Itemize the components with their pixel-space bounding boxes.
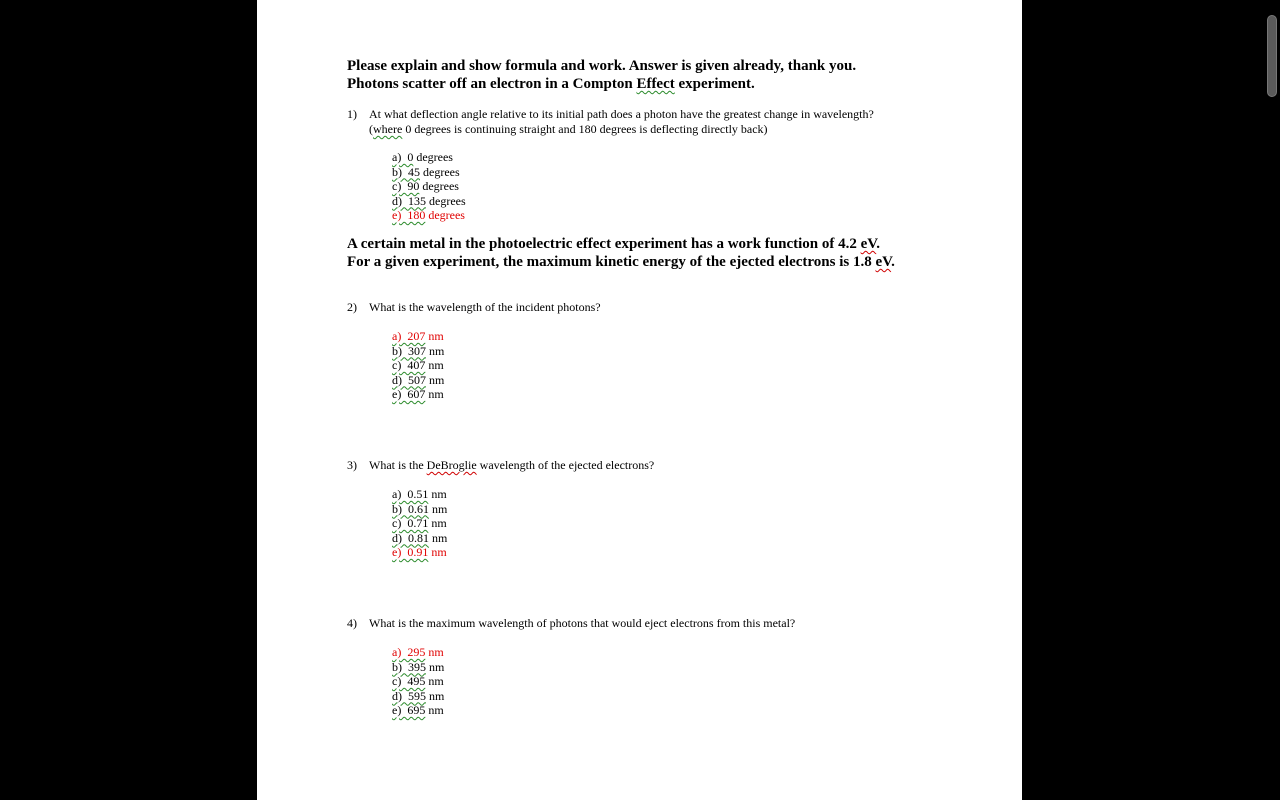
answer-option-label: c) 495 <box>392 674 426 688</box>
answer-option-correct <box>392 645 444 660</box>
answer-option-label: e) 607 <box>392 387 426 401</box>
answer-option-label: b) 307 <box>392 343 426 358</box>
answer-option-label: c) 0.71 <box>392 516 429 530</box>
answer-option-label: e) 0.91 <box>392 545 429 559</box>
answer-option-unit: degrees <box>413 150 453 164</box>
answer-options-q3 <box>392 487 447 560</box>
spellcheck-word-ev: eV <box>860 236 877 252</box>
answer-option-label: b) 45 <box>392 164 420 179</box>
answer-option <box>392 344 444 359</box>
answer-option-unit: degrees <box>419 179 459 193</box>
document-page <box>257 0 1022 800</box>
question-number: 2) <box>347 300 357 314</box>
question-number: 1) <box>347 107 357 121</box>
question-text-line-1: At what deflection angle relative to its initial path does a photon have the greatest change in wavelength? <box>369 107 874 121</box>
question-number: 3) <box>347 458 357 472</box>
intro-line-2-text: Photons scatter off an electron in a Compton <box>347 76 637 92</box>
vertical-scrollbar[interactable] <box>1265 0 1280 800</box>
intro-line-2-end: experiment. <box>674 76 755 92</box>
answer-options-q1 <box>392 150 466 223</box>
question-text: What is the wavelength of the incident photons? <box>369 300 601 314</box>
answer-option-label: d) 135 <box>392 193 426 208</box>
photoelectric-line-1-text: A certain metal in the photoelectric effect experiment has a work function of 4.2 <box>347 236 861 252</box>
question-text <box>369 458 929 473</box>
answer-option <box>392 689 444 704</box>
photoelectric-heading <box>347 235 987 271</box>
answer-option-unit: nm <box>426 343 445 358</box>
answer-option <box>392 165 466 180</box>
answer-option-label: e) 695 <box>392 703 426 717</box>
answer-option <box>392 387 444 402</box>
answer-option <box>392 150 466 165</box>
intro-line-2 <box>347 75 987 93</box>
answer-option-unit: nm <box>425 674 444 688</box>
answer-option-unit: nm <box>426 372 445 387</box>
answer-option <box>392 516 447 531</box>
answer-option-unit: nm <box>428 516 447 530</box>
answer-option-label: b) 395 <box>392 659 426 674</box>
answer-option-correct <box>392 329 444 344</box>
answer-option-label: b) 0.61 <box>392 501 429 516</box>
answer-option <box>392 703 444 718</box>
answer-option-label: a) 0 <box>392 150 414 164</box>
answer-option <box>392 358 444 373</box>
question-text-line-2-rest: 0 degrees is continuing straight and 180 degrees is deflecting directly back) <box>402 122 768 136</box>
answer-option <box>392 531 447 546</box>
intro-heading <box>347 57 987 93</box>
answer-option-unit: nm <box>428 487 447 501</box>
answer-option-unit: nm <box>426 688 445 703</box>
answer-option <box>392 194 466 209</box>
answer-option-unit: nm <box>429 501 448 516</box>
answer-option-unit: nm <box>428 545 447 559</box>
answer-option-label: d) 507 <box>392 372 426 387</box>
photoelectric-line-2 <box>347 253 987 271</box>
answer-option-correct <box>392 208 466 223</box>
answer-option <box>392 502 447 517</box>
question-text-post: wavelength of the ejected electrons? <box>476 458 655 472</box>
answer-option-unit: nm <box>425 329 444 343</box>
answer-option-label: c) 407 <box>392 358 426 372</box>
answer-options-q2 <box>392 329 444 402</box>
answer-option-unit: nm <box>425 703 444 717</box>
answer-option-correct <box>392 545 447 560</box>
answer-options-q4 <box>392 645 444 718</box>
answer-option-unit: degrees <box>425 208 465 222</box>
question-number: 4) <box>347 616 357 630</box>
answer-option <box>392 674 444 689</box>
answer-option-label: e) 180 <box>392 208 426 222</box>
intro-line-1: Please explain and show formula and work. Answer is given already, thank you. <box>347 58 857 74</box>
answer-option-label: a) 207 <box>392 329 426 343</box>
answer-option-unit: nm <box>425 358 444 372</box>
spellcheck-word-ev: eV <box>875 254 892 270</box>
answer-option-label: d) 0.81 <box>392 530 429 545</box>
answer-option-label: d) 595 <box>392 688 426 703</box>
answer-option-unit: degrees <box>426 193 466 208</box>
paren-open: ( <box>369 122 373 136</box>
answer-option-unit: nm <box>429 530 448 545</box>
answer-option-unit: degrees <box>420 164 460 179</box>
photoelectric-line-1 <box>347 235 987 253</box>
scrollbar-thumb[interactable] <box>1267 15 1277 97</box>
answer-option-label: a) 0.51 <box>392 487 429 501</box>
spellcheck-word-debroglie: DeBroglie <box>426 458 477 472</box>
answer-option-unit: nm <box>426 659 445 674</box>
answer-option <box>392 179 466 194</box>
answer-option-unit: nm <box>425 387 444 401</box>
spellcheck-word-where: where <box>373 122 403 136</box>
photoelectric-line-1-end: . <box>876 236 880 252</box>
answer-option-label: a) 295 <box>392 645 426 659</box>
question-text-line-2 <box>369 122 929 137</box>
photoelectric-line-2-text: For a given experiment, the maximum kinetic energy of the ejected electrons is 1.8 <box>347 254 876 270</box>
answer-option <box>392 487 447 502</box>
question-text <box>369 107 929 137</box>
answer-option <box>392 660 444 675</box>
answer-option-unit: nm <box>425 645 444 659</box>
question-text: What is the maximum wavelength of photons that would eject electrons from this metal? <box>369 616 796 630</box>
answer-option <box>392 373 444 388</box>
photoelectric-line-2-end: . <box>891 254 895 270</box>
spellcheck-word-effect: Effect <box>636 76 675 92</box>
question-text-pre: What is the <box>369 458 427 472</box>
answer-option-label: c) 90 <box>392 179 420 193</box>
